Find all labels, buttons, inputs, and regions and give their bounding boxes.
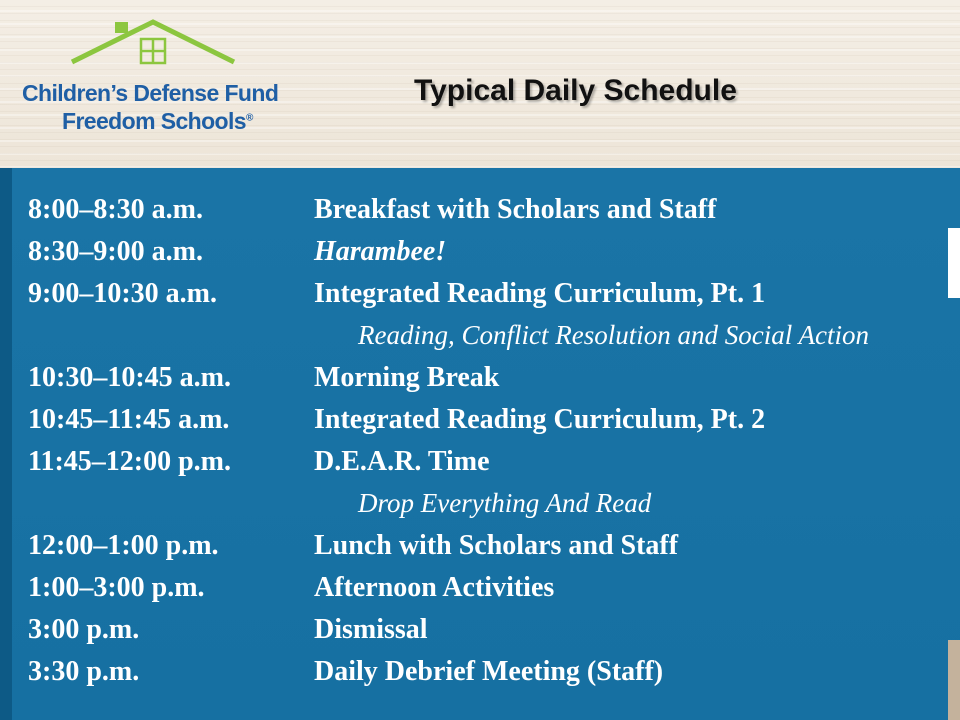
schedule-time: 1:00–3:00 p.m. — [28, 572, 205, 603]
schedule-activity: D.E.A.R. Time — [314, 446, 490, 477]
freedom-schools-logo — [16, 16, 286, 146]
schedule-row — [0, 404, 948, 446]
schedule-row — [0, 446, 948, 488]
schedule-activity: Dismissal — [314, 614, 428, 645]
schedule-subtitle: Reading, Conflict Resolution and Social Action — [358, 320, 869, 350]
schedule-time: 9:00–10:30 a.m. — [28, 278, 217, 309]
schedule-row — [0, 236, 948, 278]
schedule-time: 10:45–11:45 a.m. — [28, 404, 230, 435]
schedule-row — [0, 362, 948, 404]
logo-text-line2-main: Freedom Schools — [62, 108, 246, 134]
schedule-activity: Morning Break — [314, 362, 500, 393]
schedule-activity: Integrated Reading Curriculum, Pt. 2 — [314, 404, 766, 435]
registered-mark: ® — [246, 112, 253, 124]
schedule-row — [0, 194, 948, 236]
house-icon — [68, 16, 238, 78]
schedule-activity: Breakfast with Scholars and Staff — [314, 194, 717, 225]
schedule-subrow — [0, 488, 948, 530]
schedule-activity: Lunch with Scholars and Staff — [314, 530, 679, 561]
schedule-time: 8:00–8:30 a.m. — [28, 194, 203, 225]
right-edge-wood-tab — [948, 640, 960, 720]
schedule-activity: Afternoon Activities — [314, 572, 555, 603]
right-edge-white-tab — [948, 228, 960, 298]
schedule-time: 11:45–12:00 p.m. — [28, 446, 231, 477]
schedule-time: 3:00 p.m. — [28, 614, 140, 645]
schedule-time: 3:30 p.m. — [28, 656, 140, 687]
schedule-subtitle: Drop Everything And Read — [358, 488, 652, 518]
slide-header — [0, 0, 960, 168]
schedule-activity: Integrated Reading Curriculum, Pt. 1 — [314, 278, 766, 309]
logo-text-line2 — [62, 108, 253, 135]
schedule-activity: Harambee! — [314, 236, 447, 267]
schedule-row — [0, 278, 948, 320]
schedule-activity: Daily Debrief Meeting (Staff) — [314, 656, 664, 687]
schedule-row — [0, 572, 948, 614]
slide-title: Typical Daily Schedule — [414, 74, 737, 107]
schedule-time: 12:00–1:00 p.m. — [28, 530, 219, 561]
schedule-subrow — [0, 320, 948, 362]
schedule-row — [0, 530, 948, 572]
schedule-time: 10:30–10:45 a.m. — [28, 362, 231, 393]
schedule-row — [0, 614, 948, 656]
schedule-time: 8:30–9:00 a.m. — [28, 236, 203, 267]
schedule-row — [0, 656, 948, 698]
logo-text-line1: Children’s Defense Fund — [22, 80, 279, 106]
